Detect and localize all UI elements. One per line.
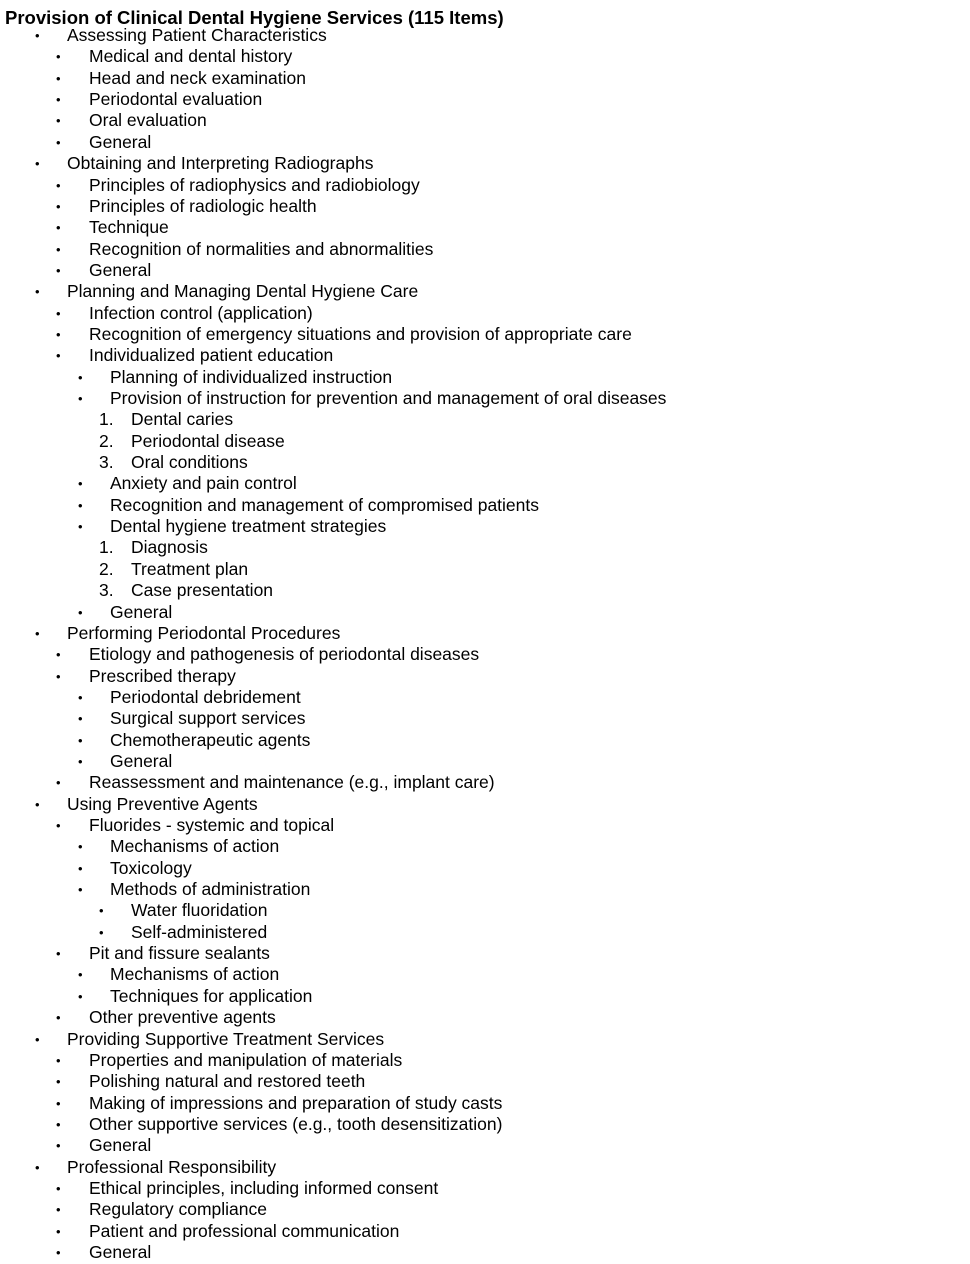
- outline-item-text: Provision of instruction for prevention and management of oral diseases: [110, 388, 667, 408]
- outline-item-text: Etiology and pathogenesis of periodontal diseases: [89, 644, 480, 665]
- bullet-marker: •: [78, 967, 83, 983]
- outline-item-text: General: [110, 601, 173, 622]
- bullet-marker: •: [56, 1138, 61, 1154]
- outline-item-text: General: [89, 259, 152, 280]
- page-title: Provision of Clinical Dental Hygiene Services (115 Items): [5, 7, 504, 28]
- outline-item-text: Providing Supportive Treatment Services: [67, 1028, 385, 1049]
- outline-item-text: Pit and fissure sealants: [89, 943, 270, 964]
- bullet-marker: •: [78, 476, 83, 492]
- outline-item-text: Oral conditions: [131, 452, 248, 472]
- bullet-marker: •: [56, 946, 61, 962]
- bullet-marker: •: [56, 1245, 61, 1260]
- list-number: 2.: [99, 558, 114, 579]
- outline-item-text: Mechanisms of action: [110, 964, 280, 985]
- outline-item-text: Medical and dental history: [89, 46, 293, 67]
- outline-item-text: Toxicology: [110, 857, 192, 878]
- bullet-marker: •: [35, 28, 40, 43]
- bullet-marker: •: [56, 1223, 61, 1239]
- outline-item-text: Case presentation: [131, 580, 274, 601]
- bullet-marker: •: [35, 284, 40, 300]
- bullet-marker: •: [78, 689, 83, 705]
- outline-item-text: Mechanisms of action: [110, 836, 280, 857]
- bullet-marker: •: [56, 49, 61, 65]
- outline-item-text: Techniques for application: [110, 985, 313, 1006]
- bullet-marker: •: [56, 177, 61, 193]
- outline-item-text: Surgical support services: [110, 708, 306, 729]
- bullet-marker: •: [78, 497, 83, 513]
- bullet-marker: •: [56, 326, 61, 342]
- outline-item-text: Using Preventive Agents: [67, 793, 258, 814]
- outline-item-text: Prescribed therapy: [89, 665, 236, 686]
- bullet-marker: •: [56, 775, 61, 791]
- bullet-marker: •: [56, 1052, 61, 1068]
- outline-item-text: Oral evaluation: [89, 110, 207, 131]
- outline-item-text: Other preventive agents: [89, 1007, 276, 1028]
- outline-item-text: Recognition of emergency situations and provision of appropriate care: [89, 323, 632, 344]
- list-number: 2.: [99, 430, 114, 451]
- outline-item-text: General: [110, 750, 173, 771]
- bullet-marker: •: [35, 156, 40, 172]
- bullet-marker: •: [78, 882, 83, 897]
- outline-item-text: Recognition of normalities and abnormalities: [89, 238, 434, 259]
- bullet-marker: •: [56, 1074, 61, 1090]
- outline-item-text: General: [89, 1135, 152, 1156]
- bullet-marker: •: [56, 70, 61, 86]
- bullet-marker: •: [78, 519, 83, 534]
- outline-item-text: Individualized patient education: [89, 345, 334, 366]
- outline-item-text: Methods of administration: [110, 879, 311, 899]
- bullet-marker: •: [56, 220, 61, 236]
- outline-item-text: General: [89, 131, 152, 152]
- bullet-marker: •: [56, 134, 61, 150]
- outline-item-text: Regulatory compliance: [89, 1199, 268, 1220]
- outline-item-text: Professional Responsibility: [67, 1156, 277, 1177]
- outline-item-text: Treatment plan: [131, 558, 249, 579]
- outline-item-text: Periodontal evaluation: [89, 89, 263, 110]
- bullet-marker: •: [56, 1202, 61, 1218]
- list-number: 3.: [99, 580, 114, 601]
- bullet-marker: •: [78, 988, 83, 1004]
- list-number: 3.: [99, 452, 114, 472]
- outline-item-text: Making of impressions and preparation of study casts: [89, 1092, 503, 1113]
- outline-item-text: Polishing natural and restored teeth: [89, 1071, 366, 1092]
- outline-item-text: Principles of radiophysics and radiobiology: [89, 174, 420, 195]
- outline-item-text: Diagnosis: [131, 537, 208, 558]
- bullet-marker: •: [99, 903, 104, 919]
- bullet-marker: •: [56, 1180, 61, 1196]
- outline-item-text: Ethical principles, including informed consent: [89, 1177, 439, 1198]
- outline-item-text: Planning of individualized instruction: [110, 366, 393, 387]
- bullet-marker: •: [56, 198, 61, 214]
- bullet-marker: •: [78, 604, 83, 620]
- bullet-marker: •: [56, 305, 61, 321]
- list-number: 1.: [99, 537, 114, 558]
- bullet-marker: •: [56, 818, 61, 833]
- bullet-marker: •: [56, 1095, 61, 1111]
- bullet-marker: •: [78, 753, 83, 769]
- outline-item-text: Periodontal disease: [131, 430, 285, 451]
- bullet-marker: •: [35, 796, 40, 812]
- bullet-marker: •: [99, 924, 104, 940]
- bullet-marker: •: [78, 369, 83, 385]
- bullet-marker: •: [56, 1010, 61, 1026]
- bullet-marker: •: [35, 625, 40, 641]
- bullet-marker: •: [35, 1031, 40, 1047]
- outline-item-text: Recognition and management of compromised patients: [110, 494, 539, 515]
- outline-item-text: Self-administered: [131, 921, 268, 942]
- bullet-marker: •: [78, 860, 83, 876]
- bullet-marker: •: [56, 1116, 61, 1132]
- outline-item-text: Dental caries: [131, 409, 234, 430]
- outline-item-text: Obtaining and Interpreting Radiographs: [67, 153, 374, 174]
- bullet-marker: •: [56, 113, 61, 129]
- outline-item-text: Anxiety and pain control: [110, 473, 297, 494]
- outline-item-text: Properties and manipulation of materials: [89, 1049, 403, 1070]
- outline-item-text: General: [89, 1242, 152, 1262]
- outline-item-text: Assessing Patient Characteristics: [67, 25, 327, 45]
- bullet-marker: •: [78, 732, 83, 748]
- outline-item-text: Water fluoridation: [131, 900, 268, 921]
- list-number: 1.: [99, 409, 114, 430]
- outline-item-text: Fluorides - systemic and topical: [89, 815, 335, 835]
- bullet-marker: •: [35, 1159, 40, 1175]
- outline-item-text: Performing Periodontal Procedures: [67, 622, 341, 643]
- outline-item-text: Technique: [89, 217, 169, 238]
- bullet-marker: •: [56, 348, 61, 364]
- outline-item-text: Periodontal debridement: [110, 686, 301, 707]
- outline-item-text: Patient and professional communication: [89, 1220, 400, 1241]
- outline-item-text: Dental hygiene treatment strategies: [110, 516, 387, 536]
- outline-item-text: Principles of radiologic health: [89, 195, 317, 216]
- bullet-marker: •: [56, 241, 61, 257]
- outline-item-text: Infection control (application): [89, 302, 313, 323]
- bullet-marker: •: [56, 262, 61, 278]
- outline-item-text: Chemotherapeutic agents: [110, 729, 311, 750]
- bullet-marker: •: [78, 839, 83, 855]
- bullet-marker: •: [56, 647, 61, 663]
- bullet-marker: •: [56, 92, 61, 108]
- outline-item-text: Head and neck examination: [89, 67, 306, 88]
- outline-item-text: Reassessment and maintenance (e.g., implant care): [89, 772, 495, 793]
- bullet-marker: •: [56, 668, 61, 684]
- bullet-marker: •: [78, 391, 83, 406]
- outline-item-text: Planning and Managing Dental Hygiene Care: [67, 281, 419, 302]
- bullet-marker: •: [78, 711, 83, 727]
- outline-item-text: Other supportive services (e.g., tooth desensitization): [89, 1113, 503, 1134]
